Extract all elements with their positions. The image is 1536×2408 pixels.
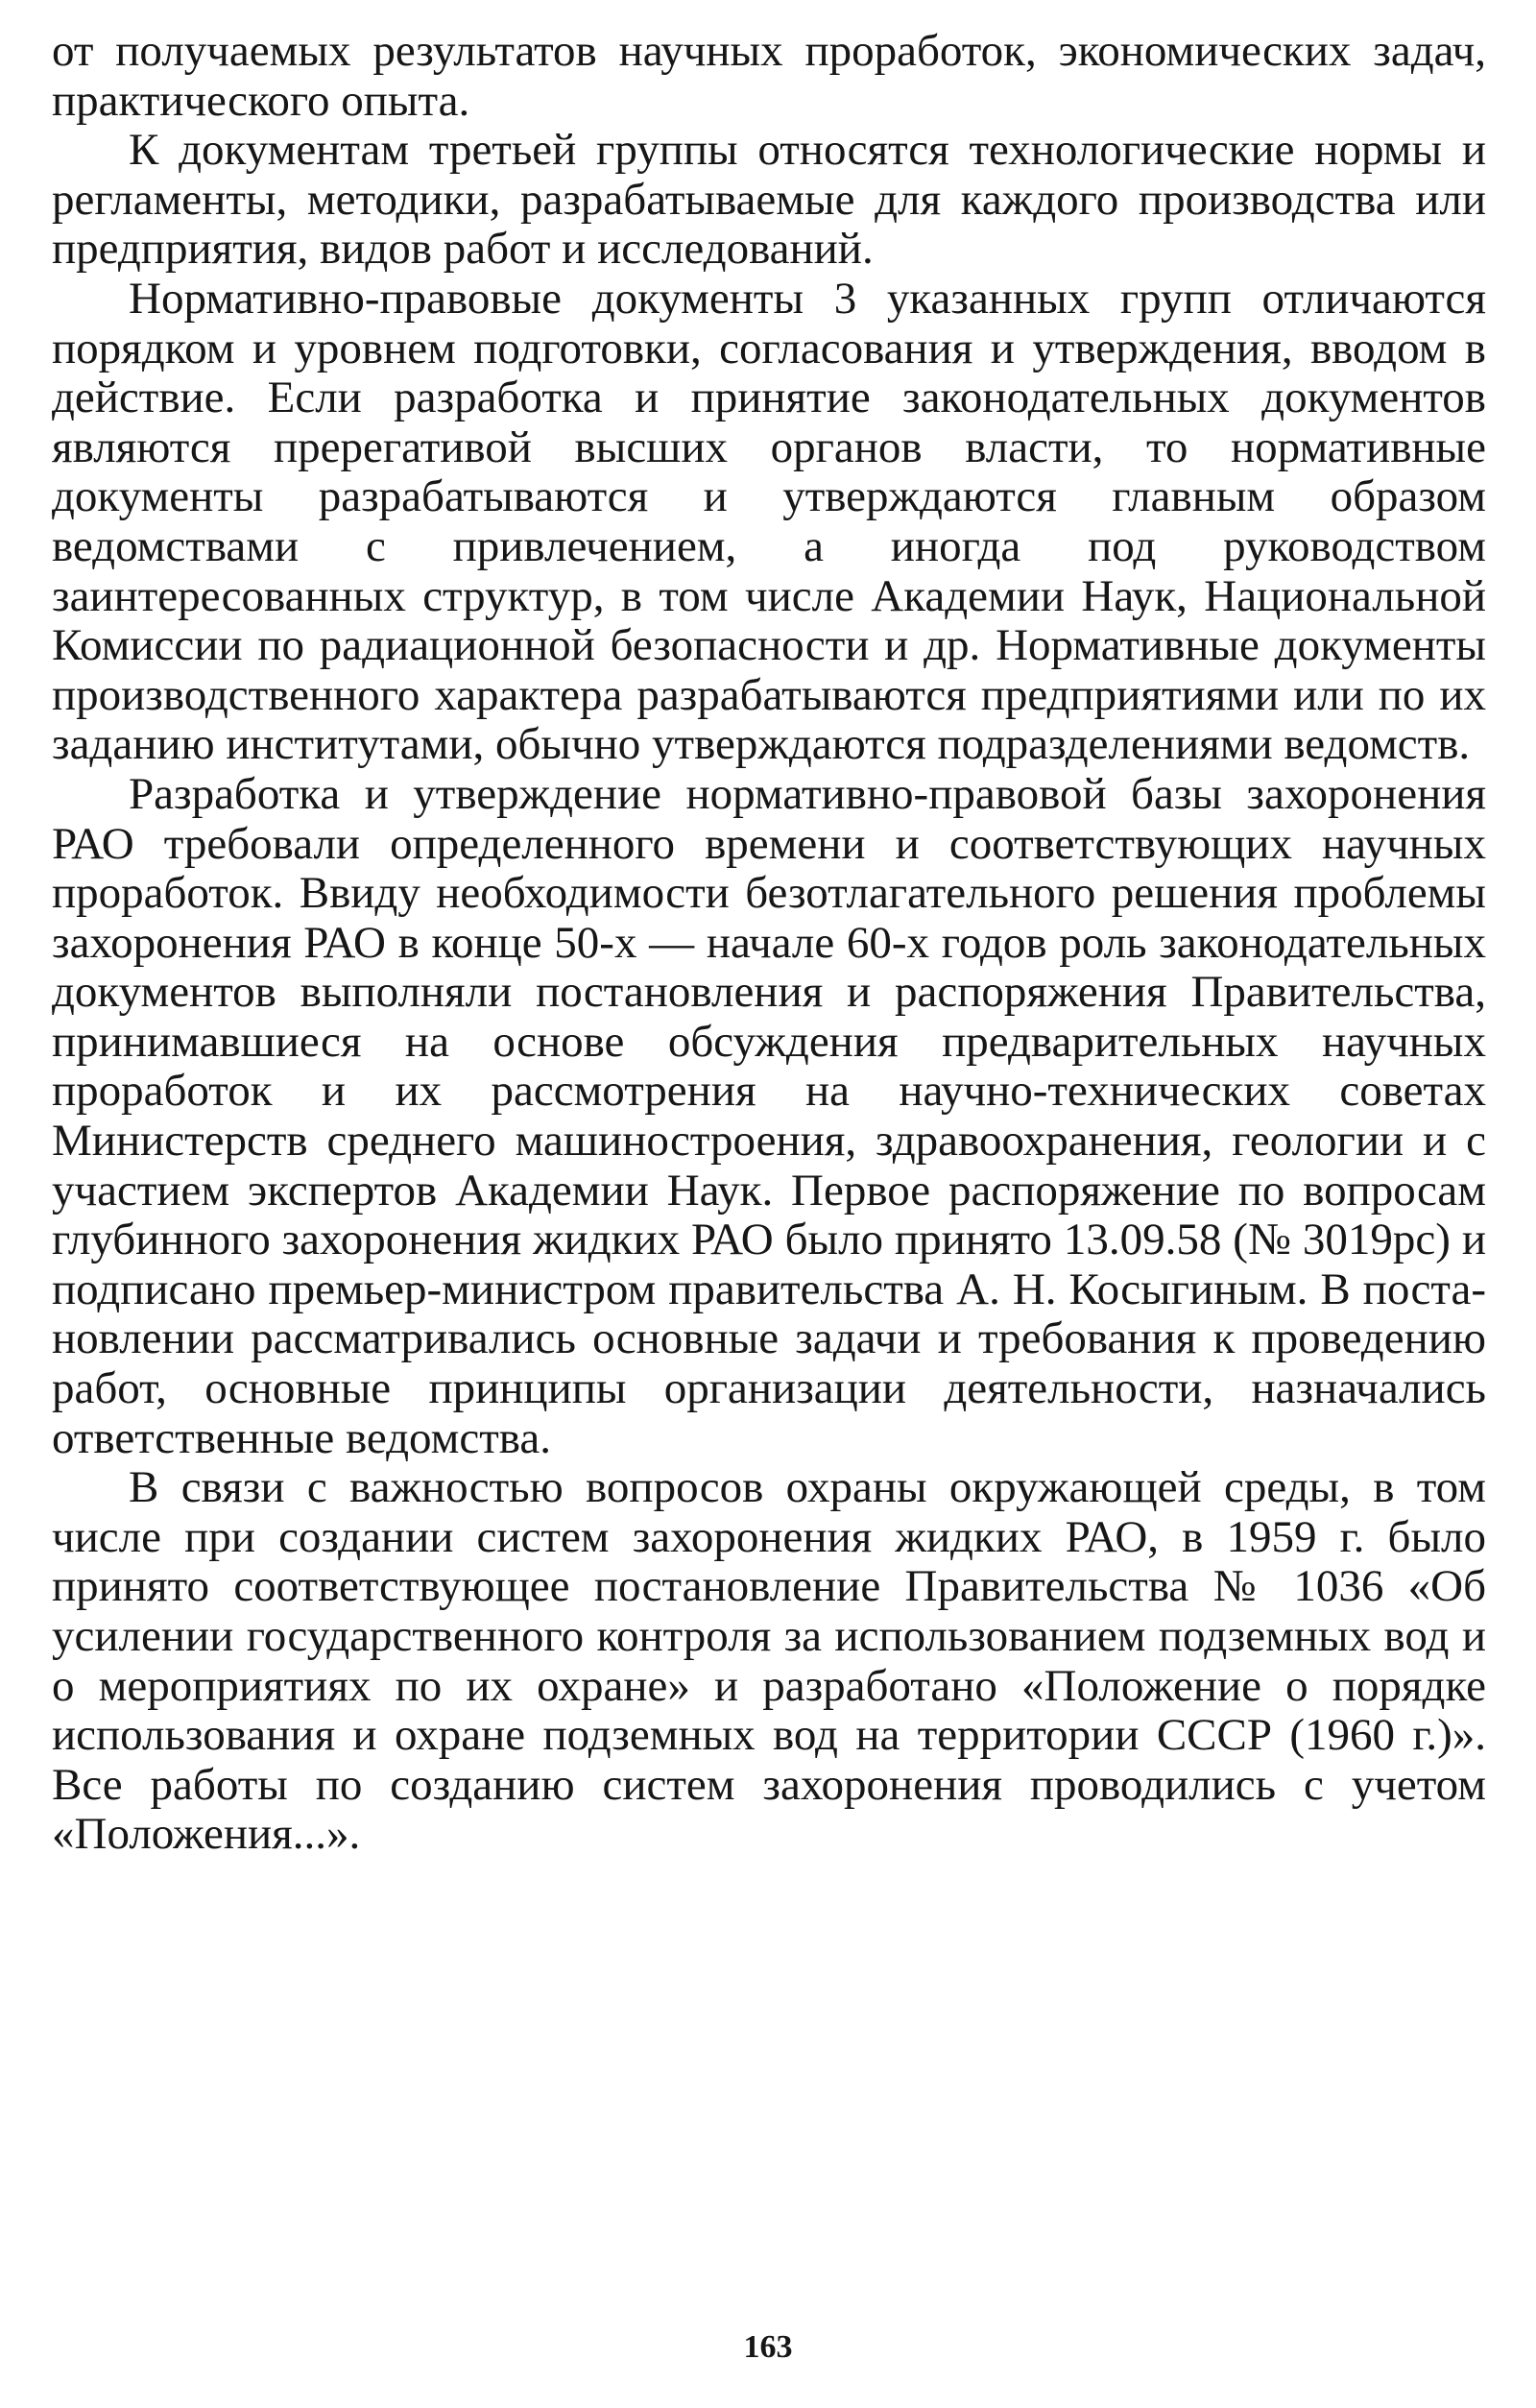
paragraph-1: от получаемых результатов научных проработок, экономических задач, практического опыта. xyxy=(52,26,1486,126)
paragraph-2: К документам третьей группы относятся технологические нормы и регламенты, методики, разрабатываемые для каждого производства или предприятия, видов работ и исследований. xyxy=(52,125,1486,275)
paragraph-3: Нормативно-правовые документы 3 указанных групп отличаются порядком и уровнем подготовки, согласования и утверждения, вводом в действие. Если разработка и принятие законодательных документов являются пререгативой высших органов власти, то нормативные документы разрабатываются и утверждаются главным образом ведомствами с привлечением, а иногда под руководством заинтересованных структур, в том числе Академии Наук, Национальной Комиссии по радиационной безопасности и др. Нормативные документы производственного характера разрабатываются предприятиями или по их заданию институтами, обычно утверждаются подразделениями ведомств. xyxy=(52,273,1486,770)
paragraph-4: Разработка и утверждение нормативно-правовой базы захоронения РАО требовали определенного времени и соответствующих научных проработок. Ввиду необходимости безотлагательного решения проблемы захоронения РАО в конце 50-х — начале 60-х годов роль законодательных документов выполняли постановления и распоряжения Правительства, принимавшиеся на основе обсуждения предварительных научных проработок и их рассмотрения на научно-технических советах Министерств среднего машиностроения, здравоохранения, геологии и с участием экспертов Академии Наук. Первое распоряжение по вопросам глубинного захоронения жидких РАО было принято 13.09.58 (№ 3019рс) и подписано премьер-министром правительства А. Н. Косыгиным. В постановлении рассматривались основные задачи и требования к проведению работ, основные принципы организации деятельности, назначались ответственные ведомства. xyxy=(52,768,1486,1463)
page-number: 163 xyxy=(743,2329,793,2365)
paragraph-5: В связи с важностью вопросов охраны окружающей среды, в том числе при создании систем захоронения жидких РАО, в 1959 г. было принято соответствующее постановление Правительства № 1036 «Об усилении государственного контроля за использованием подземных вод и о мероприятиях по их охране» и разработано «Положение о порядке использования и охране подземных вод на территории СССР (1960 г.)». Все работы по созданию систем захоронения проводились с учетом «Положения...». xyxy=(52,1462,1486,1860)
page-body xyxy=(52,27,1486,2381)
